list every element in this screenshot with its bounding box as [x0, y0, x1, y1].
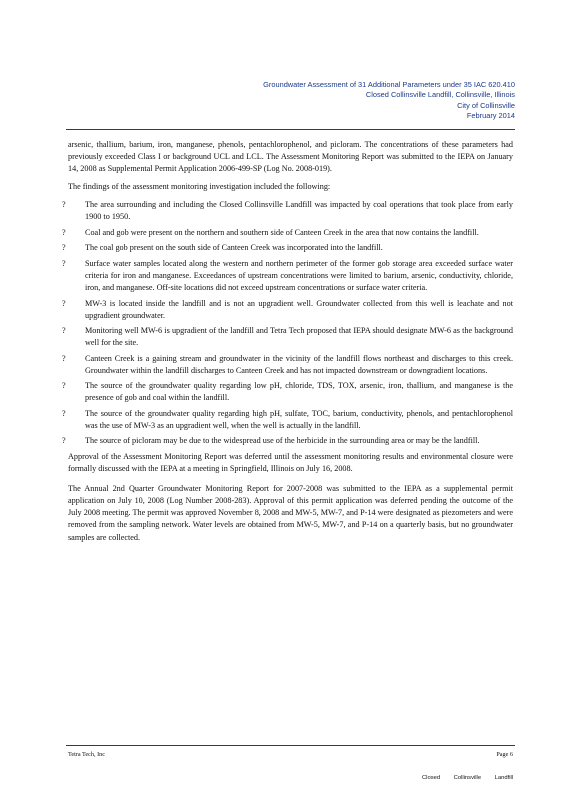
list-item-text: Surface water samples located along the western and northern perimeter of the former gob storage area exceeded surface water criteria for iron and manganese. Exceedances of upstream concentrations were limited to barium, arsenic, conductivity, chloride, iron, and manganese. Off-site locations did not exceed upstream concentrations or surface water criteria.	[85, 258, 513, 293]
list-item	[62, 258, 513, 294]
list-item-text: MW-3 is located inside the landfill and is not an upgradient well. Groundwater collected from this well is leachate and not upgradient groundwater.	[85, 298, 513, 320]
list-item	[62, 408, 513, 432]
bullet-marker: ?	[62, 326, 66, 336]
bullet-marker: ?	[62, 408, 66, 418]
list-item-text: The coal gob present on the south side of Canteen Creek was incorporated into the landfill.	[85, 243, 383, 253]
header-site: Closed Collinsville Landfill, Collinsville, Illinois	[365, 90, 515, 100]
list-item	[62, 435, 513, 447]
list-item-text: Canteen Creek is a gaining stream and groundwater in the vicinity of the landfill flows northeast and discharges to this creek. Groundwater within the landfill discharges to Canteen Creek and has not impacted downstream or downgradient locations.	[85, 353, 513, 375]
list-item	[62, 380, 513, 404]
list-item-text: The source of picloram may be due to the widespread use of the herbicide in the surrounding area or may be the landfill.	[85, 436, 480, 446]
header-rule	[66, 129, 515, 130]
list-item-text: The source of the groundwater quality regarding high pH, sulfate, TOC, barium, conductivity, phenols, and pentachlorophenol was the use of MW-3 as an upgradient well, when the well is actually in the landfill.	[85, 408, 513, 430]
bullet-marker: ?	[62, 436, 66, 446]
footer-company: Tetra Tech, Inc	[68, 751, 105, 758]
header-title: Groundwater Assessment of 31 Additional Parameters under 35 IAC 620.410	[263, 80, 515, 89]
bullet-marker: ?	[62, 227, 66, 237]
paragraph-annual-report: The Annual 2nd Quarter Groundwater Monitoring Report for 2007-2008 was submitted to the IEPA as a supplemental permit application on July 10, 2008 (Log Number 2008-283). Approval of this permit application was deferred pending the outcome of the July 2008 meeting. The permit was approved November 8, 2008 and MW-5, MW-7, and P-14 were designated as piezometers and were removed from the sampling network. Water levels are obtained from MW-5, MW-7, and P-14 on a quarterly basis, but no groundwater samples are collected.	[68, 484, 513, 542]
paragraph-findings-lead: The findings of the assessment monitoring investigation included the following:	[68, 182, 331, 192]
list-item	[62, 199, 513, 223]
paragraph-approval: Approval of the Assessment Monitoring Report was deferred until the assessment monitoring results and environmental closure were formally discussed with the IEPA at a meeting in Springfield, Illinois on July 16, 2008.	[68, 451, 513, 474]
header-client: City of Collinsville	[457, 100, 515, 110]
bullet-marker: ?	[62, 243, 66, 253]
list-item-text: The source of the groundwater quality regarding low pH, chloride, TDS, TOX, arsenic, iron, thallium, and manganese is the presence of gob and coal within the landfill.	[85, 381, 513, 403]
bullet-marker: ?	[62, 298, 66, 308]
header-date: February 2014	[466, 110, 515, 120]
stamp-word: Landfill	[494, 775, 514, 781]
list-item	[62, 242, 513, 254]
list-item	[62, 227, 513, 239]
list-item-text: Monitoring well MW-6 is upgradient of the landfill and Tetra Tech proposed that IEPA should designate MW-6 as the background well for the site.	[85, 326, 513, 348]
stamp-word: Collinsville	[453, 775, 482, 781]
report-header	[263, 80, 515, 121]
document-body	[62, 139, 513, 544]
findings-list	[62, 199, 513, 447]
footer-rule	[66, 745, 515, 746]
footer-page-number: Page 6	[496, 751, 513, 758]
bullet-marker: ?	[62, 381, 66, 391]
bullet-marker: ?	[62, 258, 66, 268]
list-item-text: Coal and gob were present on the northern and southern side of Canteen Creek in the area that now contains the landfill.	[85, 227, 479, 237]
bullet-marker: ?	[62, 353, 66, 363]
stamp-word: Closed	[422, 775, 441, 781]
bullet-marker: ?	[62, 200, 66, 210]
list-item	[62, 298, 513, 322]
list-item	[62, 353, 513, 377]
site-stamp	[422, 775, 525, 781]
list-item	[62, 325, 513, 349]
list-item-text: The area surrounding and including the Closed Collinsville Landfill was impacted by coal operations that took place from early 1900 to 1950.	[85, 200, 513, 222]
paragraph-intro: arsenic, thallium, barium, iron, manganese, phenols, pentachlorophenol, and picloram. The concentrations of these parameters had previously exceeded Class I or background UCL and LCL. The Assessment Monitoring Report was submitted to the IEPA on January 14, 2008 as Supplemental Permit Application 2006-499-SP (Log No. 2008-019).	[68, 140, 513, 174]
